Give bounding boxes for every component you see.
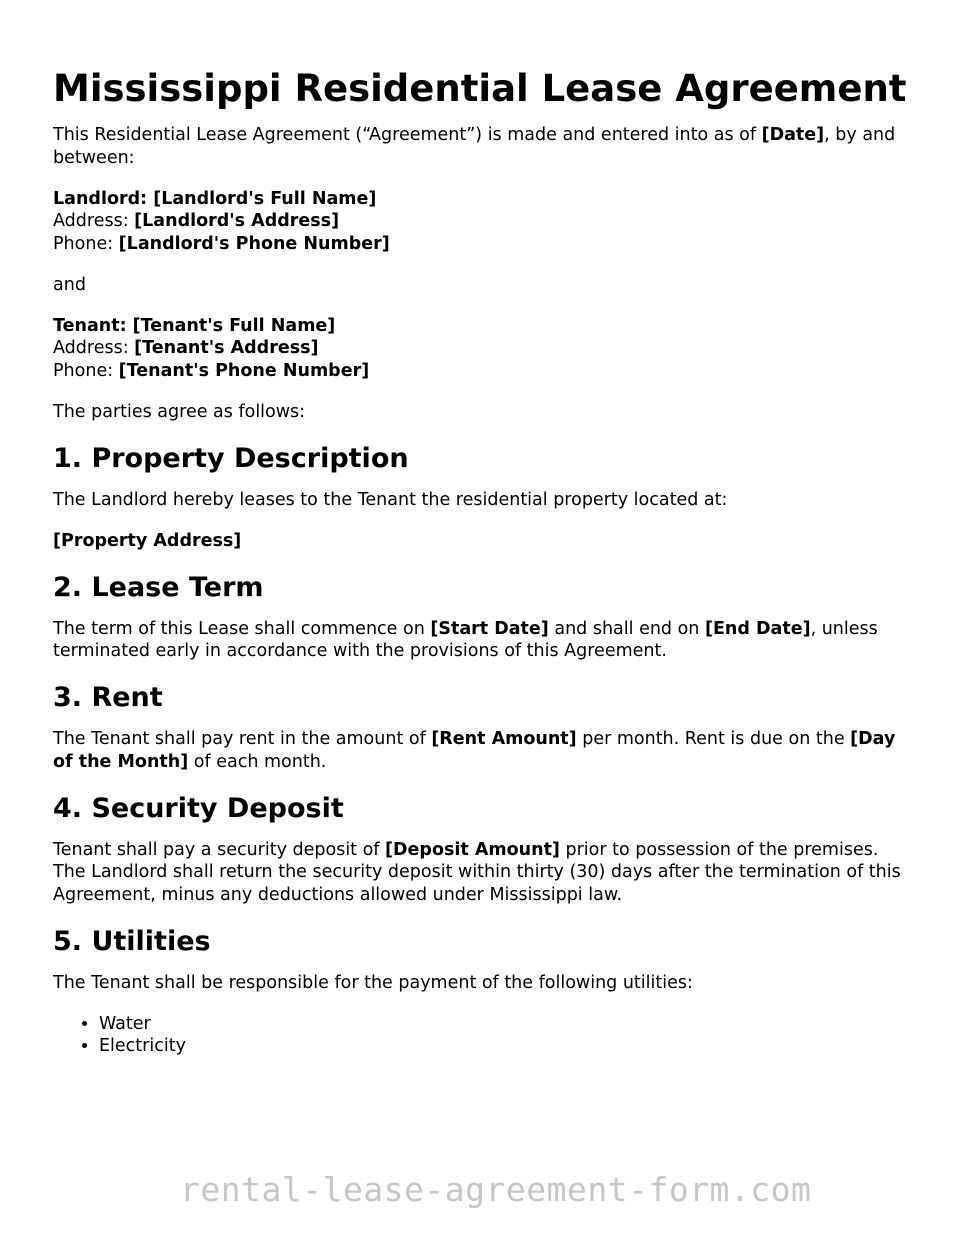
security-deposit-paragraph: Tenant shall pay a security deposit of [Deposit Amount] prior to possession of the premises. The Landlord shall return the security deposit within thirty (30) days after the termination of this Agreement, minus any deductions allowed under Mississippi law. [53,839,901,905]
watermark: rental-lease-agreement-form.com [180,1170,812,1209]
parties-agree-text: The parties agree as follows: [53,401,306,422]
tenant-address: [Tenant's Address] [134,338,319,358]
deposit-amount-placeholder: [Deposit Amount] [385,839,560,860]
property-paragraph: The Landlord hereby leases to the Tenant the residential property located at: [53,489,728,510]
utilities-list [53,1013,913,1058]
utilities-paragraph: The Tenant shall be responsible for the payment of the following utilities: [53,972,693,993]
start-date-placeholder: [Start Date] [430,618,549,639]
section-heading-rent: 3. Rent [53,682,163,713]
landlord-name: Landlord: [Landlord's Full Name] [53,188,377,209]
landlord-block: Landlord: [Landlord's Full Name] Address: [Landlord's Address] Phone: [Landlord's Phone Number] [53,188,390,254]
landlord-phone: [Landlord's Phone Number] [118,233,390,254]
and-text: and [53,274,86,295]
document-page [53,66,913,1058]
tenant-name: Tenant: [Tenant's Full Name] [53,315,336,336]
list-item: • Electricity [99,1035,913,1058]
tenant-block: Tenant: [Tenant's Full Name] Address: [Tenant's Address] Phone: [Tenant's Phone Number] [53,315,370,381]
section-heading-utilities: 5. Utilities [53,925,211,957]
end-date-placeholder: [End Date] [704,618,811,639]
landlord-address: [Landlord's Address] [134,211,340,231]
rent-paragraph: The Tenant shall pay rent in the amount of [Rent Amount] per month. Rent is due on the [Day of the Month] of each month. [53,729,896,772]
document-title: Mississippi Residential Lease Agreement [53,67,907,110]
section-heading-lease-term: 2. Lease Term [53,571,264,603]
tenant-phone: [Tenant's Phone Number] [118,360,370,381]
lease-term-paragraph: The term of this Lease shall commence on [Start Date] and shall end on [End Date], unless terminated early in accordance with the provisions of this Agreement. [53,618,878,661]
property-address: [Property Address] [53,530,242,551]
intro-paragraph: This Residential Lease Agreement (“Agreement”) is made and entered into as of [Date], by and between: [53,125,896,168]
rent-amount-placeholder: [Rent Amount] [431,729,577,749]
day-of-month-placeholder: [Day of the Month] [53,729,896,772]
section-heading-security-deposit: 4. Security Deposit [53,792,344,824]
list-item: • Water [99,1013,913,1036]
date-placeholder: [Date] [761,125,825,145]
section-heading-property: 1. Property Description [53,442,409,474]
